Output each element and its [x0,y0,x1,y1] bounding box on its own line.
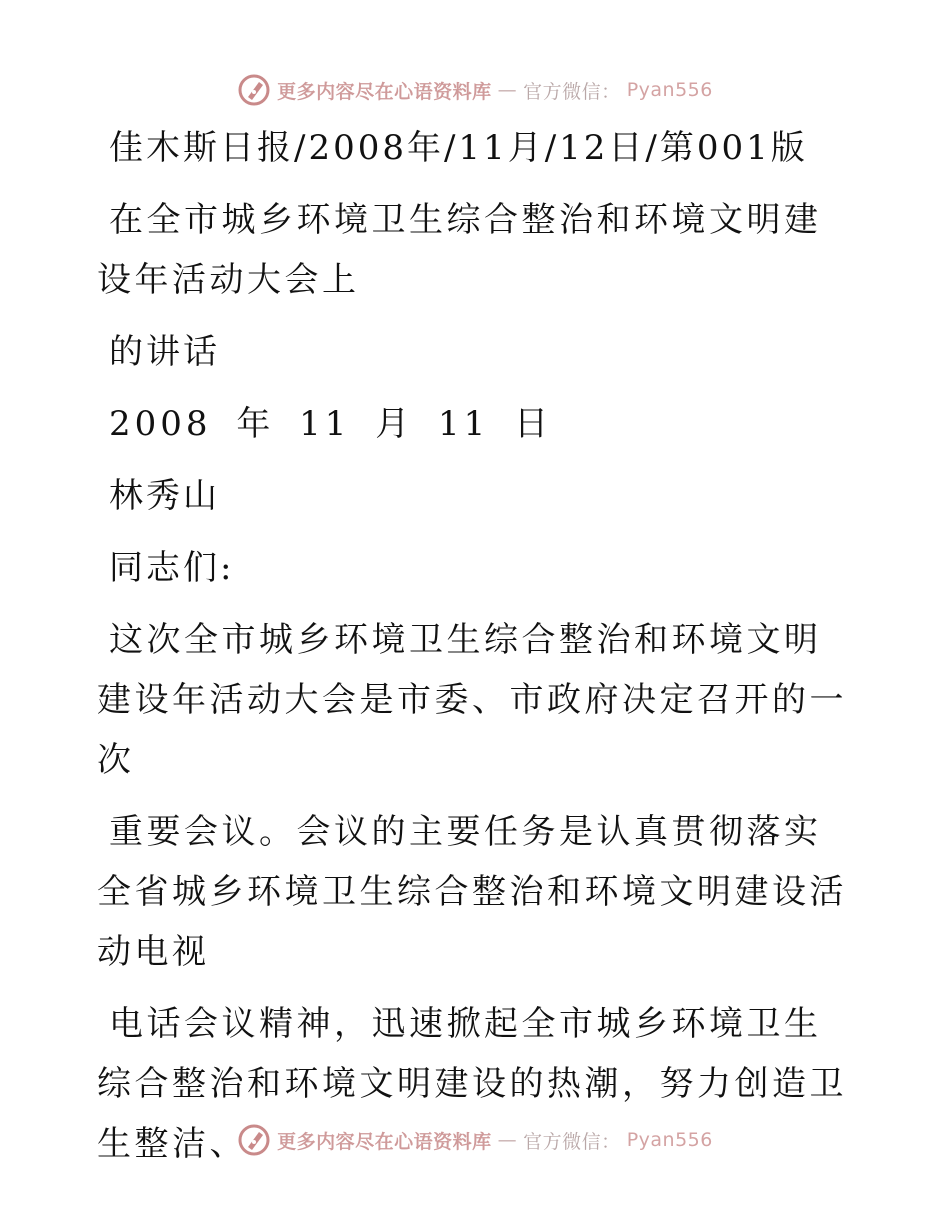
speech-date: 2008 年 11 月 11 日 [109,404,553,444]
speech-title-continued: 的讲话 [109,332,220,372]
watermark-brand: 更多内容尽在心语资料库 [277,80,492,103]
body-paragraph: 重要会议。会议的主要任务是认真贯彻落实全省城乡环境卫生综合整治和环境文明建设活动电视 [97,812,847,972]
newspaper-source-line: 佳木斯日报/2008年/11月/12日/第001版 [109,128,808,168]
body-paragraph: 这次全市城乡环境卫生综合整治和环境文明建设年活动大会是市委、市政府决定召开的一次 [97,620,847,780]
body-paragraph: 电话会议精神，迅速掀起全市城乡环境卫生综合整治和环境文明建设的热潮，努力创造卫生整洁、 [97,1004,847,1164]
pen-nib-seal-icon [237,1123,271,1157]
watermark-dash: — [497,79,518,101]
watermark-wechat-id: Pyan556 [626,1129,713,1151]
watermark-official-label: 官方微信： [523,1130,621,1153]
speech-title: 在全市城乡环境卫生综合整治和环境文明建设年活动大会上 [97,200,822,300]
salutation: 同志们: [109,548,235,588]
watermark-dash: — [497,1129,518,1151]
watermark-wechat-id: Pyan556 [626,79,713,101]
footer-watermark [0,1120,950,1160]
document-body [97,118,857,1186]
speaker-name: 林秀山 [109,476,220,516]
watermark-official-label: 官方微信： [523,80,621,103]
watermark-brand: 更多内容尽在心语资料库 [277,1130,492,1153]
header-watermark [0,70,950,110]
pen-nib-seal-icon [237,73,271,107]
